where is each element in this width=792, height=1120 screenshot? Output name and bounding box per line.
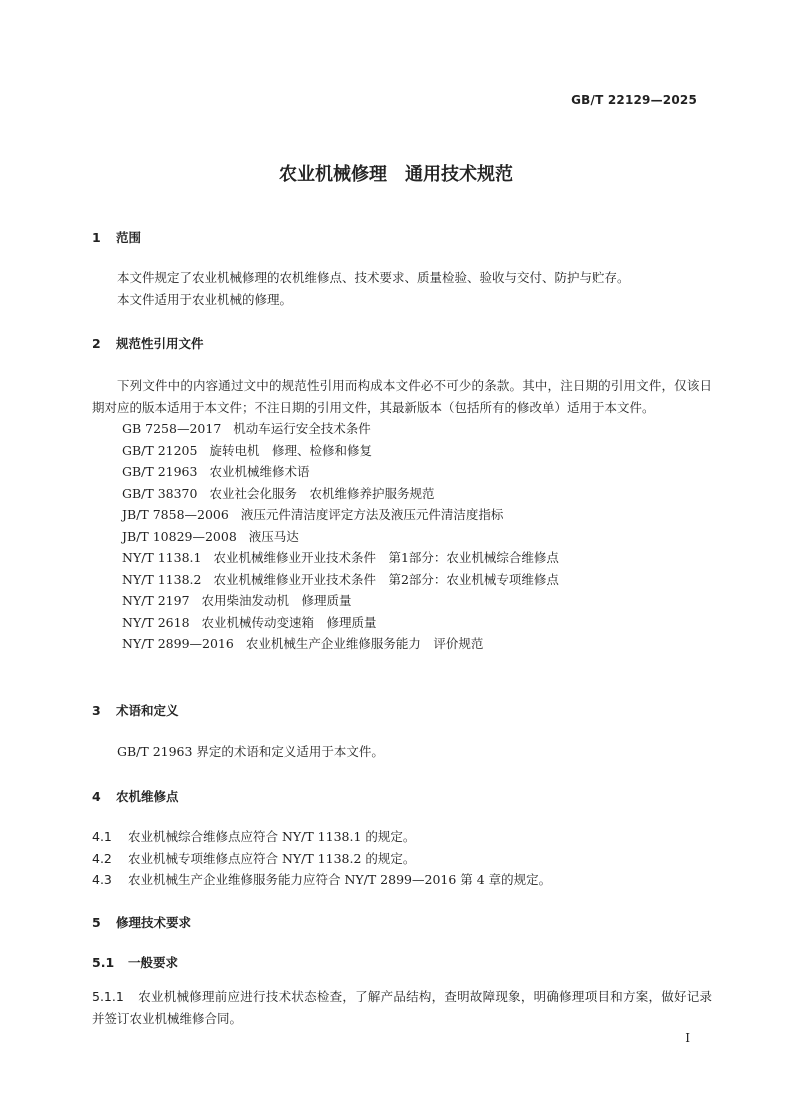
page-number: I	[685, 1031, 690, 1045]
section-repair-points	[92, 787, 712, 807]
scope-body	[92, 267, 712, 310]
section-scope	[92, 228, 712, 248]
reference-code: NY/T 2197	[122, 593, 190, 608]
reference-item	[122, 590, 712, 612]
clause-text: 农业机械专项维修点应符合 NY/T 1138.2 的规定。	[128, 850, 416, 866]
subsection-number: 5.1	[92, 955, 115, 970]
clause-paragraph	[92, 986, 712, 1029]
standard-code: GB/T 22129—2025	[571, 93, 697, 107]
reference-item	[122, 461, 712, 483]
paragraph: 本文件适用于农业机械的修理。	[117, 291, 293, 307]
section-heading	[92, 787, 712, 807]
subsection-general	[92, 953, 712, 973]
section-number: 5	[92, 915, 101, 930]
reference-item	[122, 547, 712, 569]
reference-title: 农业机械生产企业维修服务能力 评价规范	[245, 636, 484, 651]
reference-item	[122, 440, 712, 462]
section-terms	[92, 701, 712, 721]
reference-code: JB/T 7858—2006	[122, 507, 229, 522]
clause	[92, 826, 712, 848]
subsection-heading	[92, 953, 712, 973]
section-heading	[92, 334, 712, 354]
reference-title: 农业机械传动变速箱 修理质量	[201, 614, 377, 630]
clause-number: 5.1.1	[92, 989, 124, 1004]
reference-title: 液压元件清洁度评定方法及液压元件清洁度指标	[240, 507, 504, 522]
reference-title: 农用柴油发动机 修理质量	[201, 593, 352, 608]
reference-code: GB/T 21205	[122, 442, 198, 458]
paragraph: GB/T 21963 界定的术语和定义适用于本文件。	[117, 744, 384, 759]
section-title: 规范性引用文件	[116, 336, 204, 351]
document-title: 农业机械修理 通用技术规范	[279, 164, 513, 185]
clause-text: 农业机械综合维修点应符合 NY/T 1138.1 的规定。	[128, 829, 416, 844]
section-title: 术语和定义	[116, 703, 179, 718]
reference-code: GB/T 38370	[122, 485, 198, 501]
reference-code: NY/T 1138.1	[122, 550, 202, 565]
reference-list	[122, 418, 712, 655]
clause-number: 4.3	[92, 872, 112, 887]
section-heading	[92, 913, 712, 933]
general-body	[92, 986, 712, 1029]
section-number: 3	[92, 703, 101, 718]
reference-code: GB/T 21963	[122, 464, 198, 479]
reference-item	[122, 504, 712, 526]
section-normative-references	[92, 334, 712, 354]
clause	[92, 869, 712, 891]
clause	[92, 848, 712, 870]
clause-text: 农业机械修理前应进行技术状态检查，了解产品结构，查明故障现象，明确修理项目和方案，做好记录并签订农业机械维修合同。	[92, 989, 712, 1026]
section-title: 农机维修点	[116, 789, 179, 804]
references-intro: 下列文件中的内容通过文中的规范性引用而构成本文件必不可少的条款。其中，注日期的引用文件，仅该日期对应的版本适用于本文件；不注日期的引用文件，其最新版本（包括所有的修改单）适用于本文件。	[92, 378, 712, 415]
clause-number: 4.2	[92, 850, 112, 866]
reference-item	[122, 483, 712, 505]
section-technical-requirements	[92, 913, 712, 933]
reference-title: 液压马达	[248, 528, 299, 544]
reference-title: 农业机械维修业开业技术条件 第1部分：农业机械综合维修点	[213, 550, 559, 565]
section-title: 修理技术要求	[116, 915, 192, 930]
reference-code: GB 7258—2017	[122, 421, 222, 436]
section-number: 4	[92, 789, 101, 804]
reference-item	[122, 569, 712, 591]
reference-title: 旋转电机 修理、检修和修复	[209, 442, 372, 458]
reference-code: NY/T 1138.2	[122, 571, 202, 587]
reference-title: 农业社会化服务 农机维修养护服务规范	[209, 485, 435, 501]
subsection-title: 一般要求	[128, 955, 179, 970]
section-heading	[92, 228, 712, 248]
reference-item	[122, 418, 712, 440]
reference-item	[122, 633, 712, 655]
repair-points-body	[92, 826, 712, 891]
reference-item	[122, 612, 712, 634]
terms-body	[92, 741, 712, 763]
section-title: 范围	[116, 230, 142, 245]
paragraph: 本文件规定了农业机械修理的农机维修点、技术要求、质量检验、验收与交付、防护与贮存。	[117, 270, 630, 285]
reference-code: JB/T 10829—2008	[122, 528, 237, 544]
clause-number: 4.1	[92, 829, 112, 844]
clause-text: 农业机械生产企业维修服务能力应符合 NY/T 2899—2016 第 4 章的规定。	[128, 872, 552, 887]
section-number: 1	[92, 230, 101, 245]
reference-title: 农业机械维修术语	[209, 464, 310, 479]
section-heading	[92, 701, 712, 721]
reference-code: NY/T 2899—2016	[122, 636, 234, 651]
reference-title: 农业机械维修业开业技术条件 第2部分：农业机械专项维修点	[213, 571, 559, 587]
references-body	[92, 375, 712, 655]
reference-item	[122, 526, 712, 548]
reference-code: NY/T 2618	[122, 614, 190, 630]
reference-title: 机动车运行安全技术条件	[233, 421, 371, 436]
section-number: 2	[92, 336, 101, 351]
